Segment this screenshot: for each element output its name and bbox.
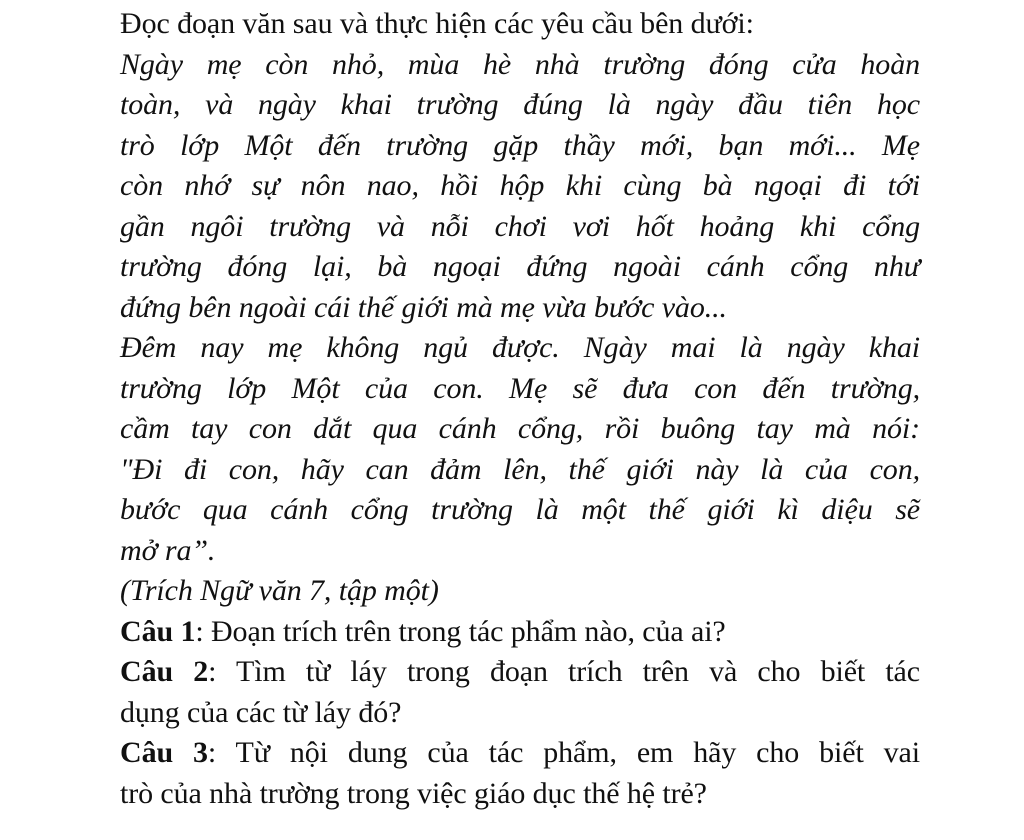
passage-line: trò lớp Một đến trường gặp thầy mới, bạn mới... Mẹ [120,128,920,162]
passage-line: đứng bên ngoài cái thế giới mà mẹ vừa bước vào... [120,290,727,324]
question-2 [120,652,920,733]
question-3 [120,733,920,814]
passage-line: bước qua cánh cổng trường là một thế giới kì diệu sẽ [120,493,920,526]
question-label: Câu 2 [120,655,209,688]
question-line [120,612,920,653]
passage-line: trường đóng lại, bà ngoại đứng ngoài cánh cổng như [120,250,920,283]
question-1 [120,612,920,653]
passage-line: mở ra”. [120,533,216,567]
question-line [120,733,920,774]
instruction-text: Đọc đoạn văn sau và thực hiện các yêu cầu bên dưới: [120,7,754,40]
question-text: : Từ nội dung của tác phẩm, em hãy cho biết vai [207,736,920,769]
passage-line: Ngày mẹ còn nhỏ, mùa hè nhà trường đóng cửa hoàn [120,47,920,81]
question-label: Câu 3 [120,736,208,769]
passage-line: toàn, và ngày khai trường đúng là ngày đầu tiên học [120,88,920,121]
question-text: : Đoạn trích trên trong tác phẩm nào, của ai? [195,614,726,648]
question-line: dụng của các từ láy đó? [120,695,402,729]
question-label: Câu 1 [120,614,196,648]
question-text: : Tìm từ láy trong đoạn trích trên và cho biết tác [208,655,920,688]
passage-line: "Đi đi con, hãy can đảm lên, thế giới này là của con, [120,452,920,486]
passage [120,45,920,612]
question-line: trò của nhà trường trong việc giáo dục thế hệ trẻ? [120,776,707,810]
document-page [120,4,920,814]
passage-line: cầm tay con dắt qua cánh cổng, rồi buông tay mà nói: [120,412,920,445]
passage-source: (Trích Ngữ văn 7, tập một) [120,574,439,607]
passage-line: trường lớp Một của con. Mẹ sẽ đưa con đến trường, [120,371,920,405]
passage-line: còn nhớ sự nôn nao, hồi hộp khi cùng bà ngoại đi tới [120,169,920,202]
question-line [120,652,920,693]
passage-line: gần ngôi trường và nỗi chơi vơi hốt hoảng khi cổng [120,209,920,243]
passage-line: Đêm nay mẹ không ngủ được. Ngày mai là ngày khai [120,331,920,364]
